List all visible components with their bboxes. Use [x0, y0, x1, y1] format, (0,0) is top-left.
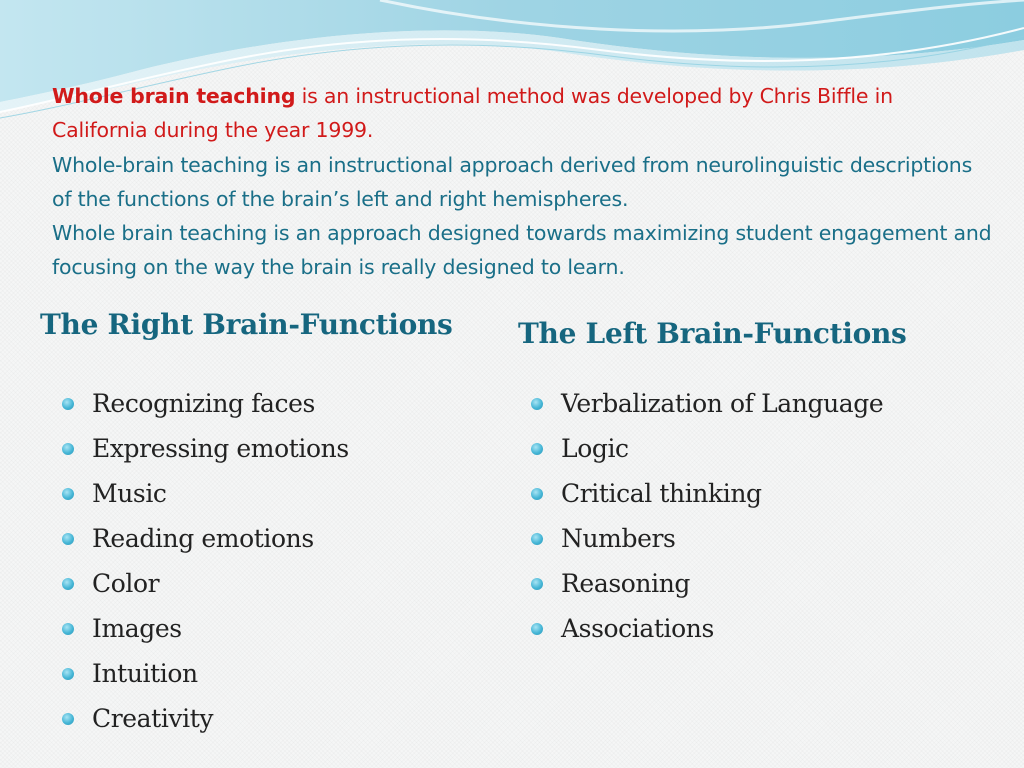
list-item: [531, 561, 883, 606]
list-item: [531, 606, 883, 651]
intro-paragraph-3: Whole brain teaching is an approach designed towards maximizing student engagement and focusing on the way the brain is really designed to learn.: [52, 221, 992, 280]
list-item: [62, 651, 349, 696]
list-item-label: Color: [92, 569, 160, 598]
list-item-label: Reasoning: [561, 569, 691, 598]
bullet-dot-icon: [62, 713, 74, 725]
bullet-dot-icon: [62, 623, 74, 635]
list-item: [62, 381, 349, 426]
intro-paragraph-1: [52, 79, 992, 148]
intro-line-1-rest: is an instructional method was developed by Chris Biffle in California during the year 1999.: [52, 84, 893, 143]
list-item-label: Recognizing faces: [92, 389, 315, 418]
bullet-dot-icon: [62, 533, 74, 545]
bullet-dot-icon: [531, 398, 543, 410]
list-item: [531, 381, 883, 426]
bullet-dot-icon: [62, 668, 74, 680]
list-item-label: Critical thinking: [561, 479, 762, 508]
list-item-label: Associations: [561, 614, 714, 643]
list-item: [62, 426, 349, 471]
list-item-label: Expressing emotions: [92, 434, 349, 463]
list-item: [531, 471, 883, 516]
list-item-label: Verbalization of Language: [561, 389, 884, 418]
bullet-dot-icon: [62, 398, 74, 410]
list-item-label: Music: [92, 479, 167, 508]
right-brain-list: [62, 381, 349, 741]
left-brain-heading: The Left Brain-Functions: [518, 317, 907, 350]
bullet-dot-icon: [62, 488, 74, 500]
list-item-label: Logic: [561, 434, 629, 463]
list-item-label: Reading emotions: [92, 524, 314, 553]
list-item: [62, 561, 349, 606]
bullet-dot-icon: [531, 623, 543, 635]
bullet-dot-icon: [62, 578, 74, 590]
right-brain-heading: The Right Brain-Functions: [40, 308, 453, 341]
left-brain-list: [531, 381, 883, 651]
list-item-label: Numbers: [561, 524, 676, 553]
list-item: [62, 516, 349, 561]
bullet-dot-icon: [531, 443, 543, 455]
list-item: [62, 471, 349, 516]
list-item-label: Images: [92, 614, 182, 643]
bullet-dot-icon: [531, 578, 543, 590]
bullet-dot-icon: [531, 533, 543, 545]
list-item: [531, 516, 883, 561]
list-item: [62, 606, 349, 651]
list-item-label: Intuition: [92, 659, 198, 688]
list-item: [62, 696, 349, 741]
intro-paragraph-2: Whole-brain teaching is an instructional approach derived from neurolinguistic descriptions of the functions of the brain’s left and right hemispheres.: [52, 152, 973, 211]
bullet-dot-icon: [531, 488, 543, 500]
list-item-label: Creativity: [92, 704, 214, 733]
bullet-dot-icon: [62, 443, 74, 455]
list-item: [531, 426, 883, 471]
intro-text: [52, 79, 992, 285]
highlight-term: Whole brain teaching: [52, 84, 296, 108]
